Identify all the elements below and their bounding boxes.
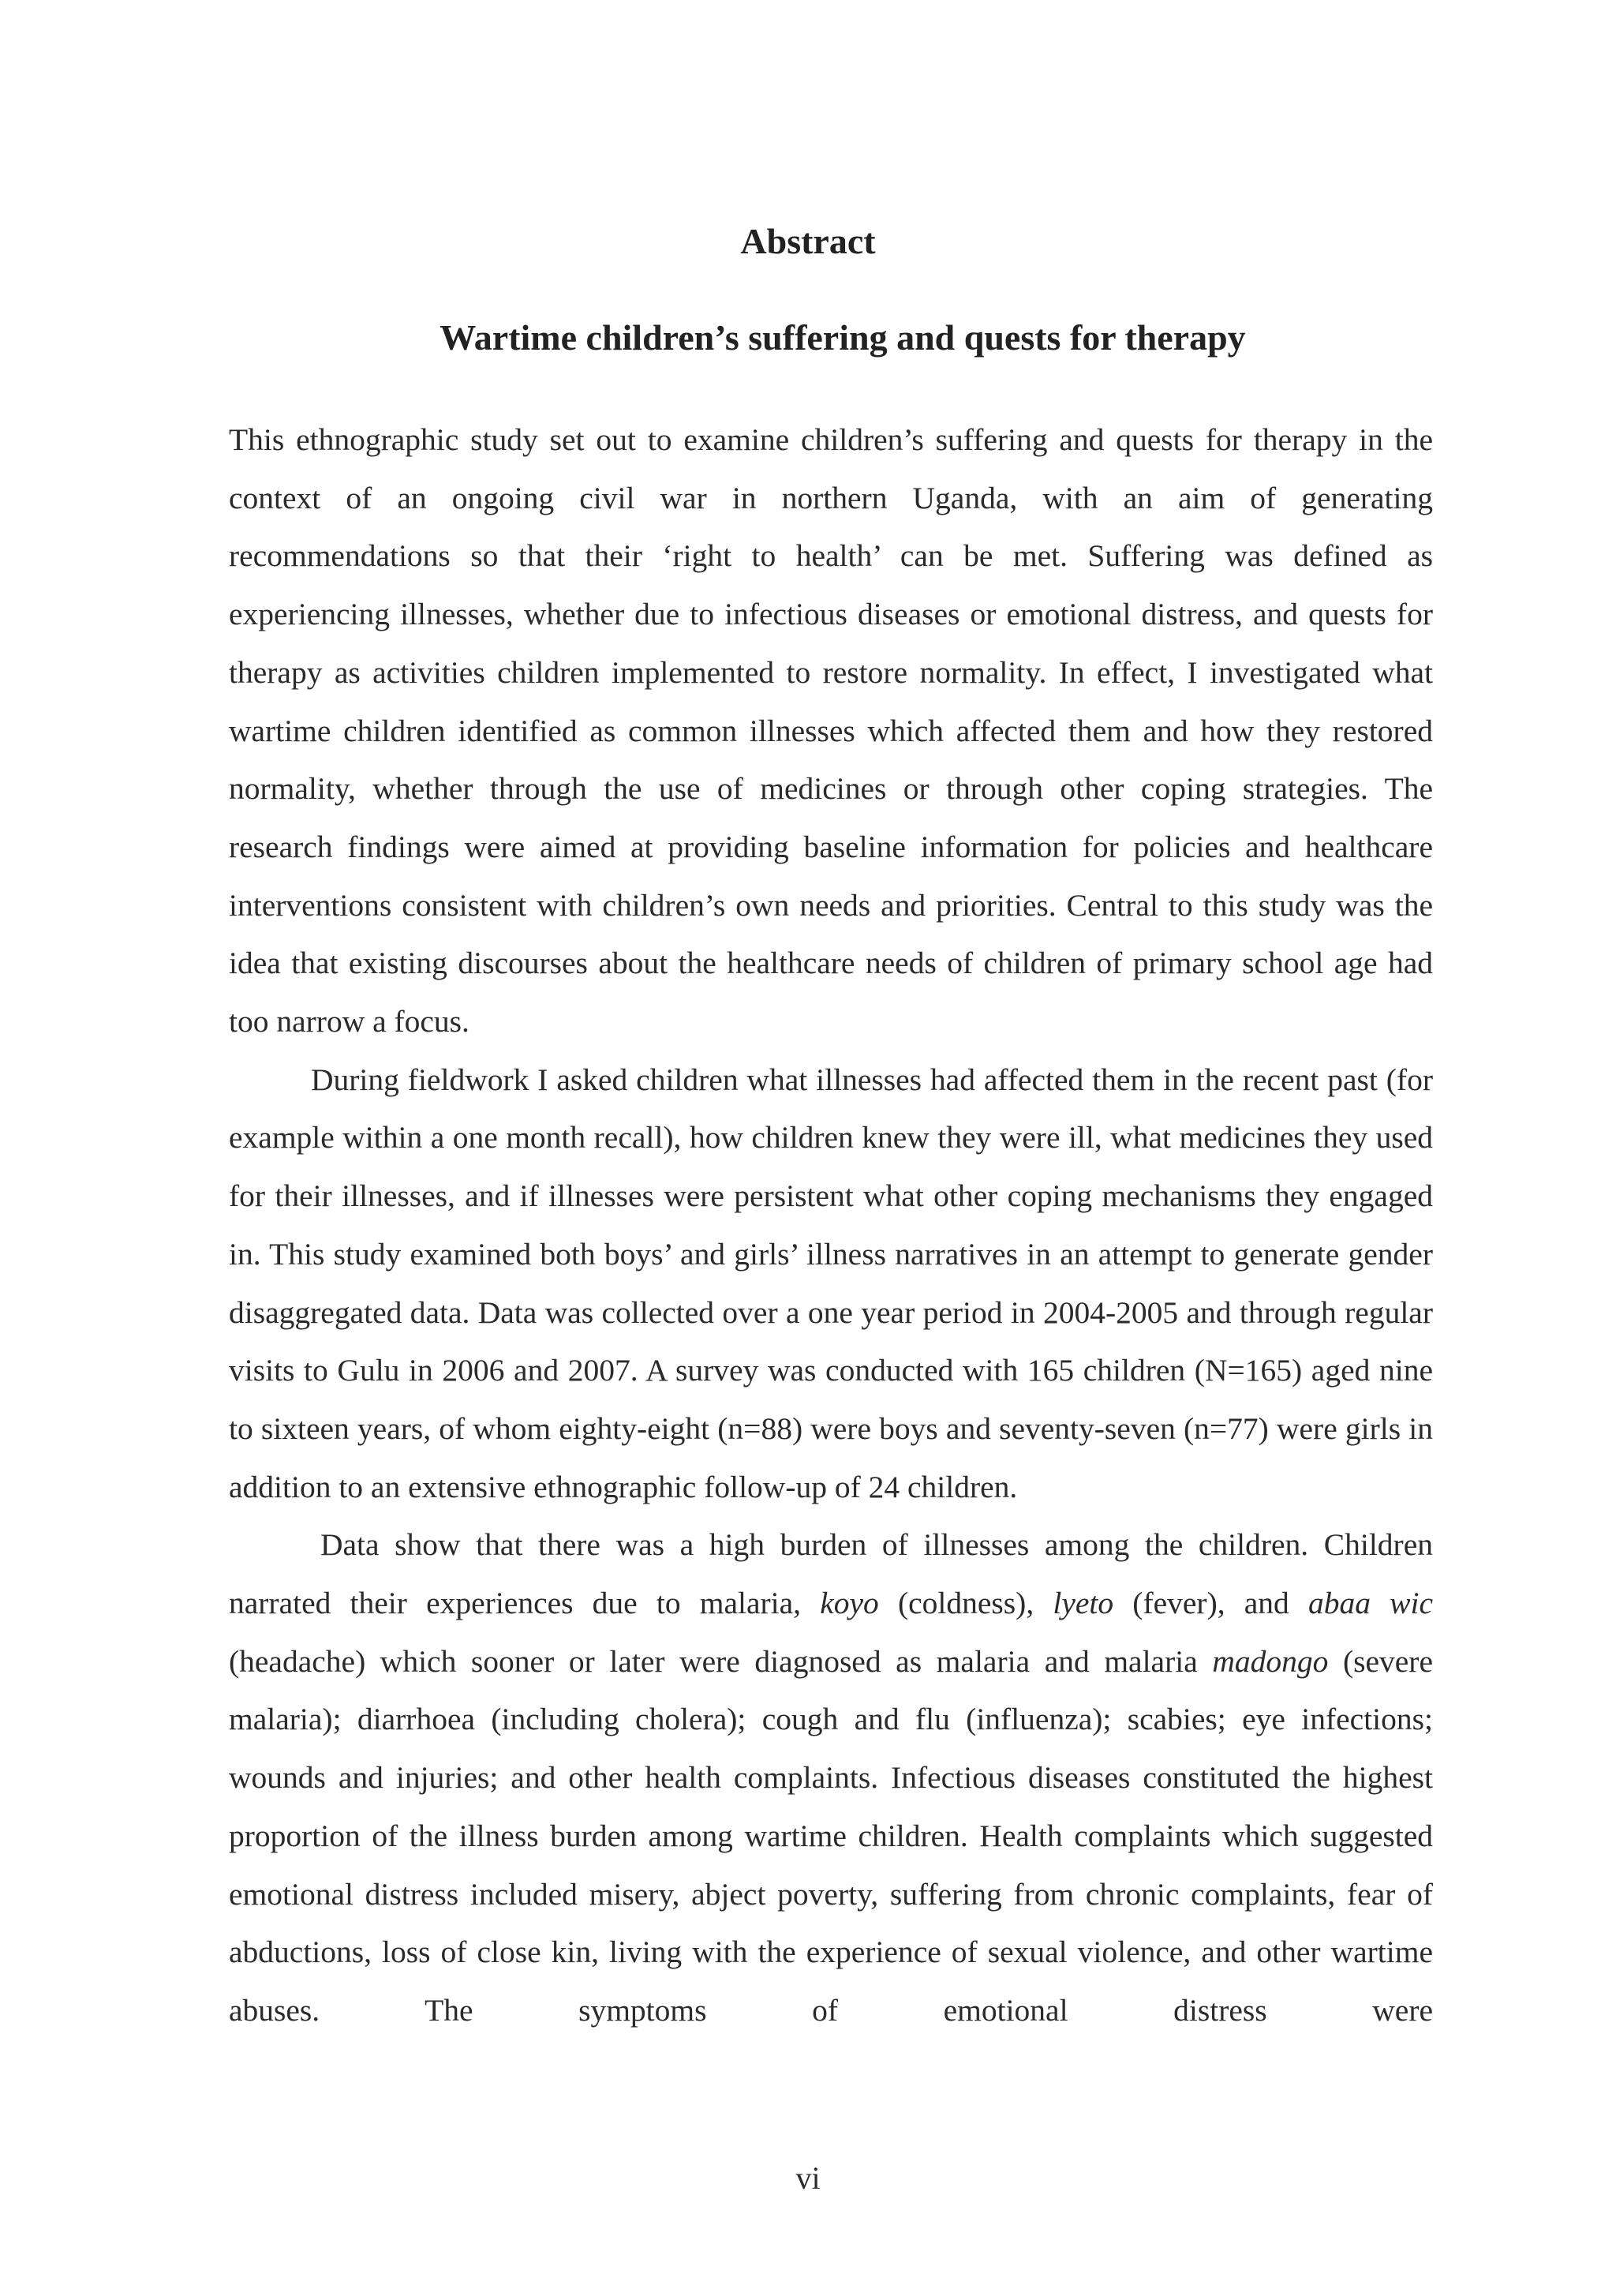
paragraph-3-text: (fever), and (1113, 1586, 1308, 1621)
abstract-body (229, 411, 1433, 2040)
abstract-heading: Abstract (740, 221, 876, 261)
thesis-title: Wartime children’s suffering and quests for therapy (440, 317, 1246, 358)
paragraph-3-text: Data show that there was a high burden of illnesses among the children. Children narrated their experiences due to malaria, (229, 1527, 1433, 1621)
paragraph-3-text: (headache) which sooner or later were diagnosed as malaria and malaria (229, 1643, 1213, 1679)
paragraph-3 (229, 1516, 1433, 2039)
page-number: vi (795, 2160, 821, 2196)
paragraph-1: This ethnographic study set out to examine children’s suffering and quests for therapy in the context of an ongoing civil war in northern Uganda, with an aim of generating recommendations so that their ‘right to health’ can be met. Suffering was defined as experiencing illnesses, whether due to infectious diseases or emotional distress, and quests for therapy as activities children implemented to restore normality. In effect, I investigated what wartime children identified as common illnesses which affected them and how they restored normality, whether through the use of medicines or through other coping strategies. The research findings were aimed at providing baseline information for policies and healthcare interventions consistent with children’s own needs and priorities. Central to this study was the idea that existing discourses about the healthcare needs of children of primary school age had too narrow a focus. (229, 422, 1433, 1039)
paragraph-3-text: (severe malaria); diarrhoea (including cholera); cough and flu (influenza); scabies; eye infections; wounds and injuries; and other health complaints. Infectious diseases constituted the highest proportion of the illness burden among wartime children. Health complaints which suggested emotional distress included misery, abject poverty, suffering from chronic complaints, fear of abductions, loss of close kin, living with the experience of sexual violence, and other wartime abuses. The symptoms of emotional distress were (229, 1643, 1433, 2028)
paragraph-2: During fieldwork I asked children what illnesses had affected them in the recent past (for example within a one month recall), how children knew they were ill, what medicines they used for their illnesses, and if illnesses were persistent what other coping mechanisms they engaged in. This study examined both boys’ and girls’ illness narratives in an attempt to generate gender disaggregated data. Data was collected over a one year period in 2004-2005 and through regular visits to Gulu in 2006 and 2007. A survey was conducted with 165 children (N=165) aged nine to sixteen years, of whom eighty-eight (n=88) were boys and seventy-seven (n=77) were girls in addition to an extensive ethnographic follow-up of 24 children. (229, 1062, 1433, 1504)
term-madongo: madongo (1212, 1643, 1329, 1679)
term-abaa-wic: abaa wic (1307, 1586, 1434, 1621)
term-lyeto: lyeto (1053, 1586, 1114, 1621)
paragraph-3-text: (coldness), (878, 1586, 1053, 1621)
term-koyo: koyo (820, 1586, 879, 1621)
